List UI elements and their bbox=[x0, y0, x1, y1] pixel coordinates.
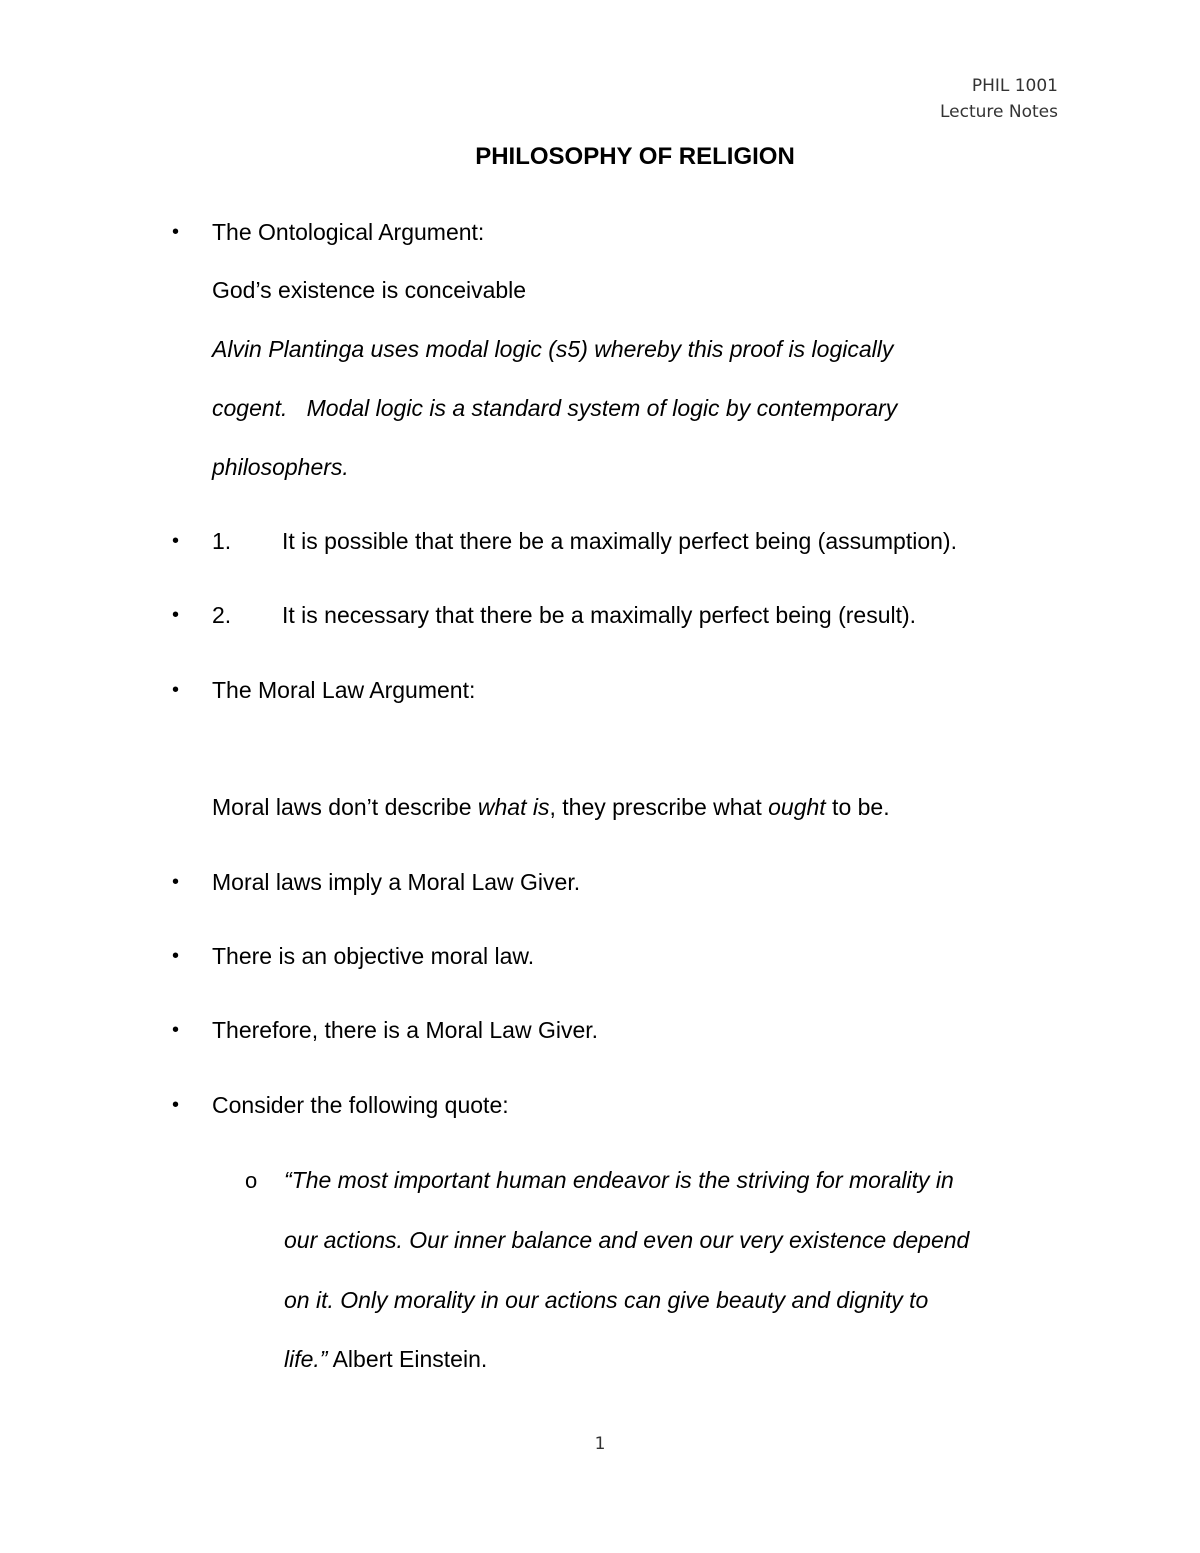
plantinga-line-2: cogent. Modal logic is a standard system of logic by contemporary bbox=[212, 395, 898, 421]
page-number: 1 bbox=[594, 1434, 606, 1454]
header-subtitle: Lecture Notes bbox=[940, 102, 1058, 122]
premise-1-number: 1. bbox=[212, 528, 232, 554]
bullet-icon: • bbox=[172, 679, 180, 701]
bullet-icon: • bbox=[172, 871, 180, 893]
bullet-icon: • bbox=[172, 1094, 180, 1116]
ontological-line: God’s existence is conceivable bbox=[212, 277, 527, 303]
moral-point-2: There is an objective moral law. bbox=[212, 943, 535, 969]
moral-heading: The Moral Law Argument: bbox=[212, 677, 476, 703]
quote-line-1: “The most important human endeavor is the striving for morality in bbox=[284, 1167, 954, 1193]
quote-line-2: our actions. Our inner balance and even our very existence depend bbox=[284, 1227, 970, 1253]
quote-author: Albert Einstein. bbox=[327, 1346, 488, 1372]
plantinga-line-1: Alvin Plantinga uses modal logic (s5) whereby this proof is logically bbox=[212, 336, 894, 362]
premise-2 bbox=[212, 601, 916, 629]
moral-point-1: Moral laws imply a Moral Law Giver. bbox=[212, 869, 581, 895]
premise-2-number: 2. bbox=[212, 602, 232, 628]
quote-line-3: on it. Only morality in our actions can give beauty and dignity to bbox=[284, 1287, 929, 1313]
moral-desc-text: to be. bbox=[825, 794, 890, 820]
premise-2-text: It is necessary that there be a maximally perfect being (result). bbox=[282, 602, 917, 628]
quote-last-word: life.” bbox=[284, 1346, 328, 1372]
premise-1 bbox=[212, 527, 957, 555]
moral-description bbox=[212, 793, 890, 821]
moral-desc-text: , they prescribe what bbox=[549, 794, 769, 820]
quote-intro: Consider the following quote: bbox=[212, 1092, 509, 1118]
header-course: PHIL 1001 bbox=[971, 76, 1058, 96]
bullet-icon: • bbox=[172, 1019, 180, 1041]
bullet-icon: • bbox=[172, 945, 180, 967]
bullet-icon: • bbox=[172, 221, 180, 243]
plantinga-line-3: philosophers. bbox=[212, 454, 349, 480]
moral-desc-italic-ought: ought bbox=[768, 794, 826, 820]
quote-line-4 bbox=[284, 1345, 487, 1373]
ontological-heading: The Ontological Argument: bbox=[212, 219, 485, 245]
sub-bullet-icon: o bbox=[245, 1168, 258, 1193]
moral-desc-italic-what-is: what is bbox=[477, 794, 550, 820]
page-title: PHILOSOPHY OF RELIGION bbox=[475, 143, 795, 170]
bullet-icon: • bbox=[172, 530, 180, 552]
moral-desc-text: Moral laws don’t describe bbox=[212, 794, 478, 820]
premise-1-text: It is possible that there be a maximally perfect being (assumption). bbox=[282, 528, 957, 554]
moral-point-3: Therefore, there is a Moral Law Giver. bbox=[212, 1017, 599, 1043]
bullet-icon: • bbox=[172, 604, 180, 626]
